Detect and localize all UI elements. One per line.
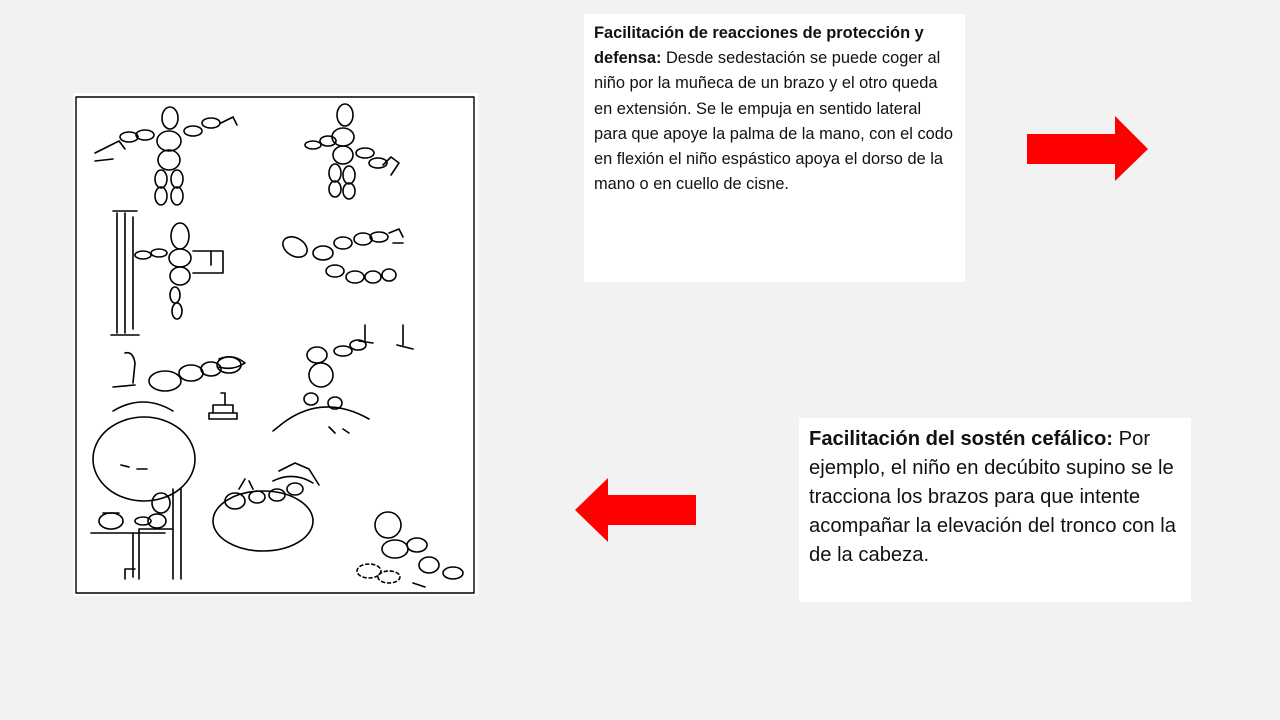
therapy-illustration — [73, 93, 478, 596]
left-arrow-icon — [575, 478, 697, 544]
figure-ball-assisted — [213, 463, 319, 551]
protection-reactions-heading: Facilitación de reacciones de protección y defensa: — [594, 24, 924, 68]
figure-reclining — [357, 512, 463, 587]
figure-at-column — [111, 211, 223, 335]
right-arrow-icon — [1027, 116, 1149, 182]
head-support-body: Por ejemplo, el niño en decúbito supino se le tracciona los brazos para que intente acompañar la elevación del tronco con la de la cabeza. — [809, 428, 1176, 566]
figure-standing-arms-out — [95, 107, 237, 205]
protection-reactions-textbox — [584, 14, 965, 282]
figure-at-table — [91, 489, 181, 579]
figure-sitting-on-ball — [273, 325, 413, 433]
protection-reactions-body: Desde sedestación se puede coger al niño por la muñeca de un brazo y el otro queda en extensión. Se le empuja en sentido lateral para que apoye la palma de la mano, con el codo en flexión el niño espástico apoya el dorso de la mano o en cuello de cisne. — [594, 49, 954, 194]
head-support-heading: Facilitación del sostén cefálico: — [809, 428, 1114, 450]
figure-lying-arms-up — [279, 229, 403, 283]
head-support-textbox — [799, 418, 1191, 602]
figure-walking — [305, 104, 399, 199]
figure-on-ball — [93, 353, 245, 501]
